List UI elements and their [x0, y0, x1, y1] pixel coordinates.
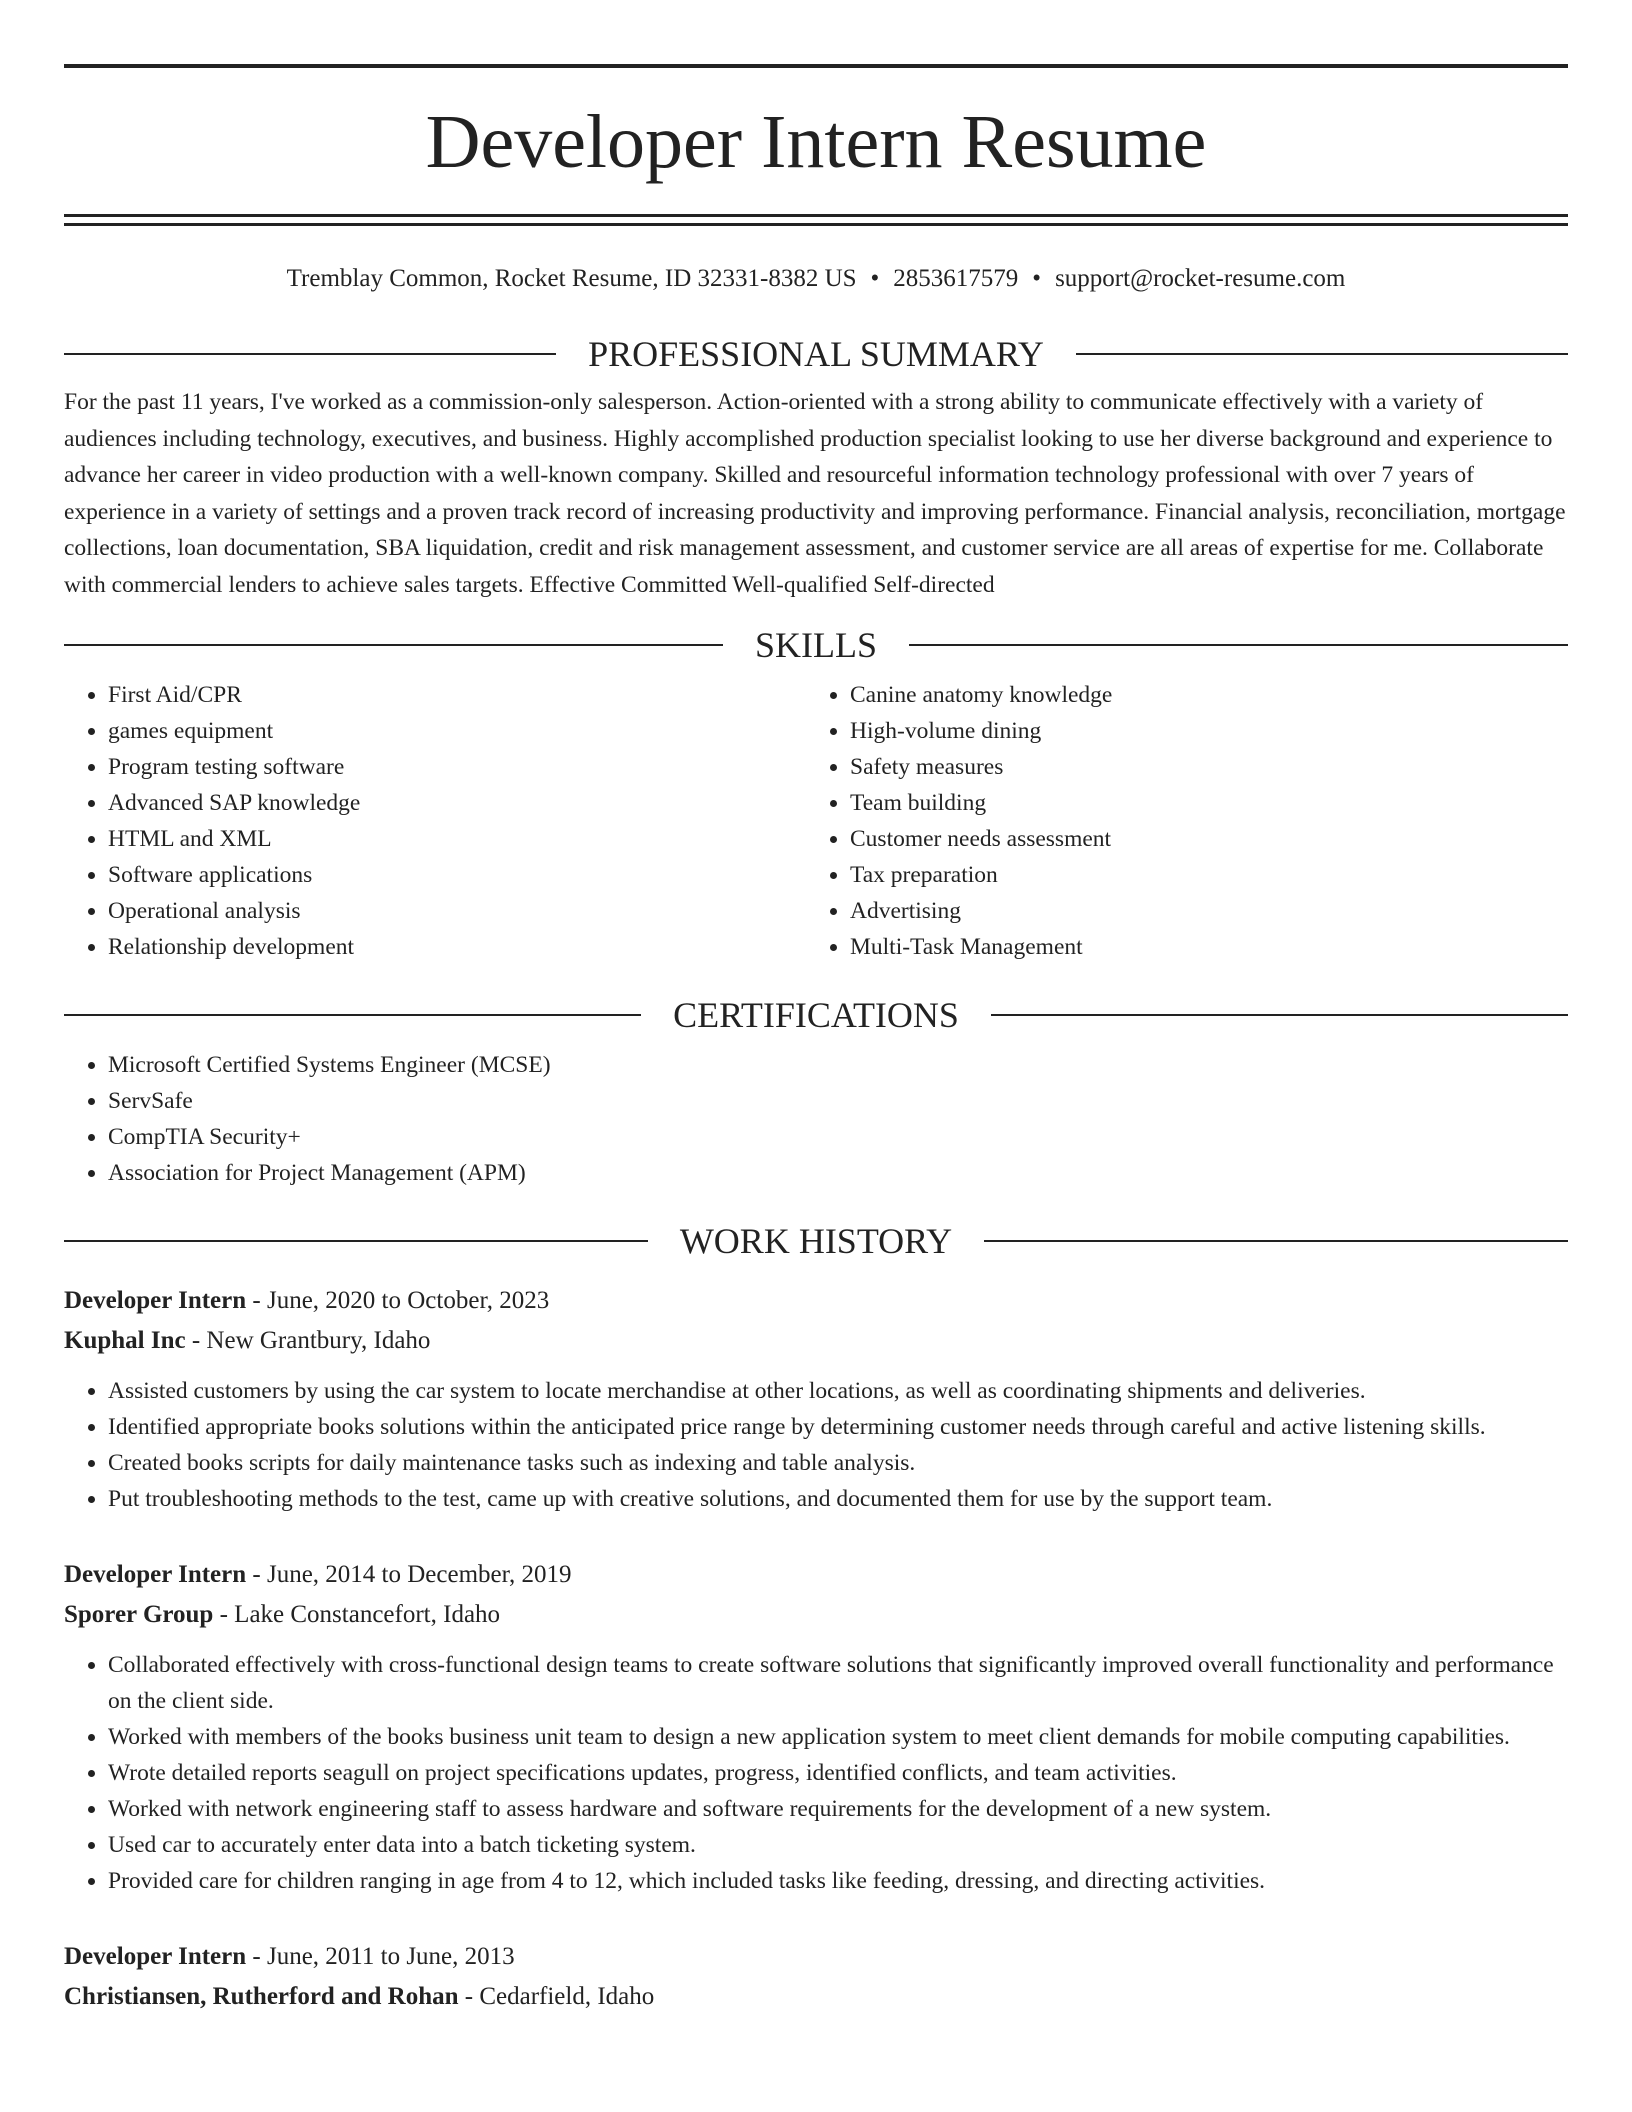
job-dates: - June, 2020 to October, 2023	[246, 1287, 550, 1314]
heading-rule-right	[991, 1014, 1568, 1016]
job-bullet: • Provided care for children ranging in age from 4 to 12, which included tasks like feeding, dressing, and directing activities.	[108, 1863, 1568, 1899]
job-company: Sporer Group	[64, 1601, 214, 1628]
job-title-line	[64, 1281, 1568, 1321]
skill-item: • Advanced SAP knowledge	[108, 785, 806, 821]
heading-rule-left	[64, 1014, 641, 1016]
heading-rule-right	[1076, 353, 1568, 355]
resume-page	[64, 64, 1568, 2017]
job-company: Christiansen, Rutherford and Rohan	[64, 1983, 459, 2010]
skill-item: • First Aid/CPR	[108, 677, 806, 713]
skills-list-right	[806, 677, 1548, 965]
summary-heading	[64, 334, 1568, 374]
skills-columns	[64, 677, 1568, 965]
certification-item: • Microsoft Certified Systems Engineer (MCSE)	[108, 1047, 1568, 1083]
job-bullet: • Wrote detailed reports seagull on project specifications updates, progress, identified conflicts, and team activities.	[108, 1755, 1568, 1791]
job-bullet: • Used car to accurately enter data into a batch ticketing system.	[108, 1827, 1568, 1863]
top-rule	[64, 64, 1568, 68]
skill-item: • Advertising	[850, 893, 1548, 929]
job-company: Kuphal Inc	[64, 1327, 186, 1354]
skill-item: • High-volume dining	[850, 713, 1548, 749]
skill-item: • Customer needs assessment	[850, 821, 1548, 857]
job-company-line	[64, 1321, 1568, 1361]
skill-item: • Software applications	[108, 857, 806, 893]
job-entry	[64, 1555, 1568, 1899]
skill-item: • Operational analysis	[108, 893, 806, 929]
job-entry	[64, 1937, 1568, 2017]
job-title: Developer Intern	[64, 1561, 247, 1588]
heading-rule-left	[64, 644, 723, 646]
work-history-heading	[64, 1221, 1568, 1261]
job-title: Developer Intern	[64, 1287, 247, 1314]
skill-item: • Relationship development	[108, 929, 806, 965]
job-company-line	[64, 1595, 1568, 1635]
job-entry	[64, 1281, 1568, 1517]
contact-separator: •	[870, 265, 880, 292]
job-bullet: • Assisted customers by using the car system to locate merchandise at other locations, as well as coordinating shipments and deliveries.	[108, 1373, 1568, 1409]
skill-item: • games equipment	[108, 713, 806, 749]
job-bullet: • Worked with network engineering staff to assess hardware and software requirements for the development of a new system.	[108, 1791, 1568, 1827]
skill-item: • Program testing software	[108, 749, 806, 785]
job-company-line	[64, 1977, 1568, 2017]
skill-item: • Team building	[850, 785, 1548, 821]
job-location: - Lake Constancefort, Idaho	[213, 1601, 501, 1628]
work-history-heading-label: WORK HISTORY	[679, 1221, 953, 1261]
job-bullets	[64, 1373, 1568, 1517]
contact-separator: •	[1032, 265, 1042, 292]
job-bullet: • Collaborated effectively with cross-functional design teams to create software solutions that significantly improved overall functionality and performance on the client side.	[108, 1647, 1568, 1719]
job-bullet: • Worked with members of the books business unit team to design a new application system to meet client demands for mobile computing capabilities.	[108, 1719, 1568, 1755]
job-title: Developer Intern	[64, 1943, 247, 1970]
contact-email: support@rocket-resume.com	[1055, 265, 1346, 292]
job-location: - Cedarfield, Idaho	[458, 1983, 655, 2010]
certifications-heading-label: CERTIFICATIONS	[673, 995, 959, 1035]
contact-phone: 2853617579	[893, 265, 1019, 292]
skill-item: • Canine anatomy knowledge	[850, 677, 1548, 713]
job-dates: - June, 2014 to December, 2019	[246, 1561, 572, 1588]
heading-rule-left	[64, 1240, 648, 1242]
page-title: Developer Intern Resume	[425, 100, 1207, 184]
skill-item: • Multi-Task Management	[850, 929, 1548, 965]
skill-item: • Tax preparation	[850, 857, 1548, 893]
contact-address: Tremblay Common, Rocket Resume, ID 32331-8382 US	[286, 265, 857, 292]
job-title-line	[64, 1555, 1568, 1595]
job-bullet: • Identified appropriate books solutions within the anticipated price range by determining customer needs through careful and active listening skills.	[108, 1409, 1568, 1445]
summary-text: For the past 11 years, I've worked as a commission-only salesperson. Action-oriented with a strong ability to communicate effectively with a variety of audiences including technology, executives, and business. Highly accomplished production specialist looking to use her diverse background and experience to advance her career in video production with a well-known company. Skilled and resourceful information technology professional with over 7 years of experience in a variety of settings and a proven track record of increasing productivity and improving performance. Financial analysis, reconciliation, mortgage collections, loan documentation, SBA liquidation, credit and risk management assessment, and customer service are all areas of expertise for me. Collaborate with commercial lenders to achieve sales targets. Effective Committed Well-qualified Self-directed	[64, 389, 1566, 598]
heading-rule-right	[984, 1240, 1568, 1242]
certification-item: • ServSafe	[108, 1083, 1568, 1119]
certification-item: • Association for Project Management (APM)	[108, 1155, 1568, 1191]
job-location: - New Grantbury, Idaho	[185, 1327, 431, 1354]
skills-heading-label: SKILLS	[755, 625, 878, 665]
skills-heading	[64, 625, 1568, 665]
job-bullet: • Created books scripts for daily maintenance tasks such as indexing and table analysis.	[108, 1445, 1568, 1481]
job-bullet: • Put troubleshooting methods to the test, came up with creative solutions, and documented them for use by the support team.	[108, 1481, 1568, 1517]
certifications-heading	[64, 995, 1568, 1035]
certification-item: • CompTIA Security+	[108, 1119, 1568, 1155]
skills-list-left	[64, 677, 806, 965]
contact-line	[64, 264, 1568, 294]
heading-rule-left	[64, 353, 556, 355]
certifications-list	[64, 1047, 1568, 1191]
job-title-line	[64, 1937, 1568, 1977]
title-double-rule	[64, 214, 1568, 226]
skill-item: • HTML and XML	[108, 821, 806, 857]
heading-rule-right	[909, 644, 1568, 646]
job-dates: - June, 2011 to June, 2013	[246, 1943, 515, 1970]
job-bullets	[64, 1647, 1568, 1899]
summary-heading-label: PROFESSIONAL SUMMARY	[588, 334, 1044, 374]
skill-item: • Safety measures	[850, 749, 1548, 785]
